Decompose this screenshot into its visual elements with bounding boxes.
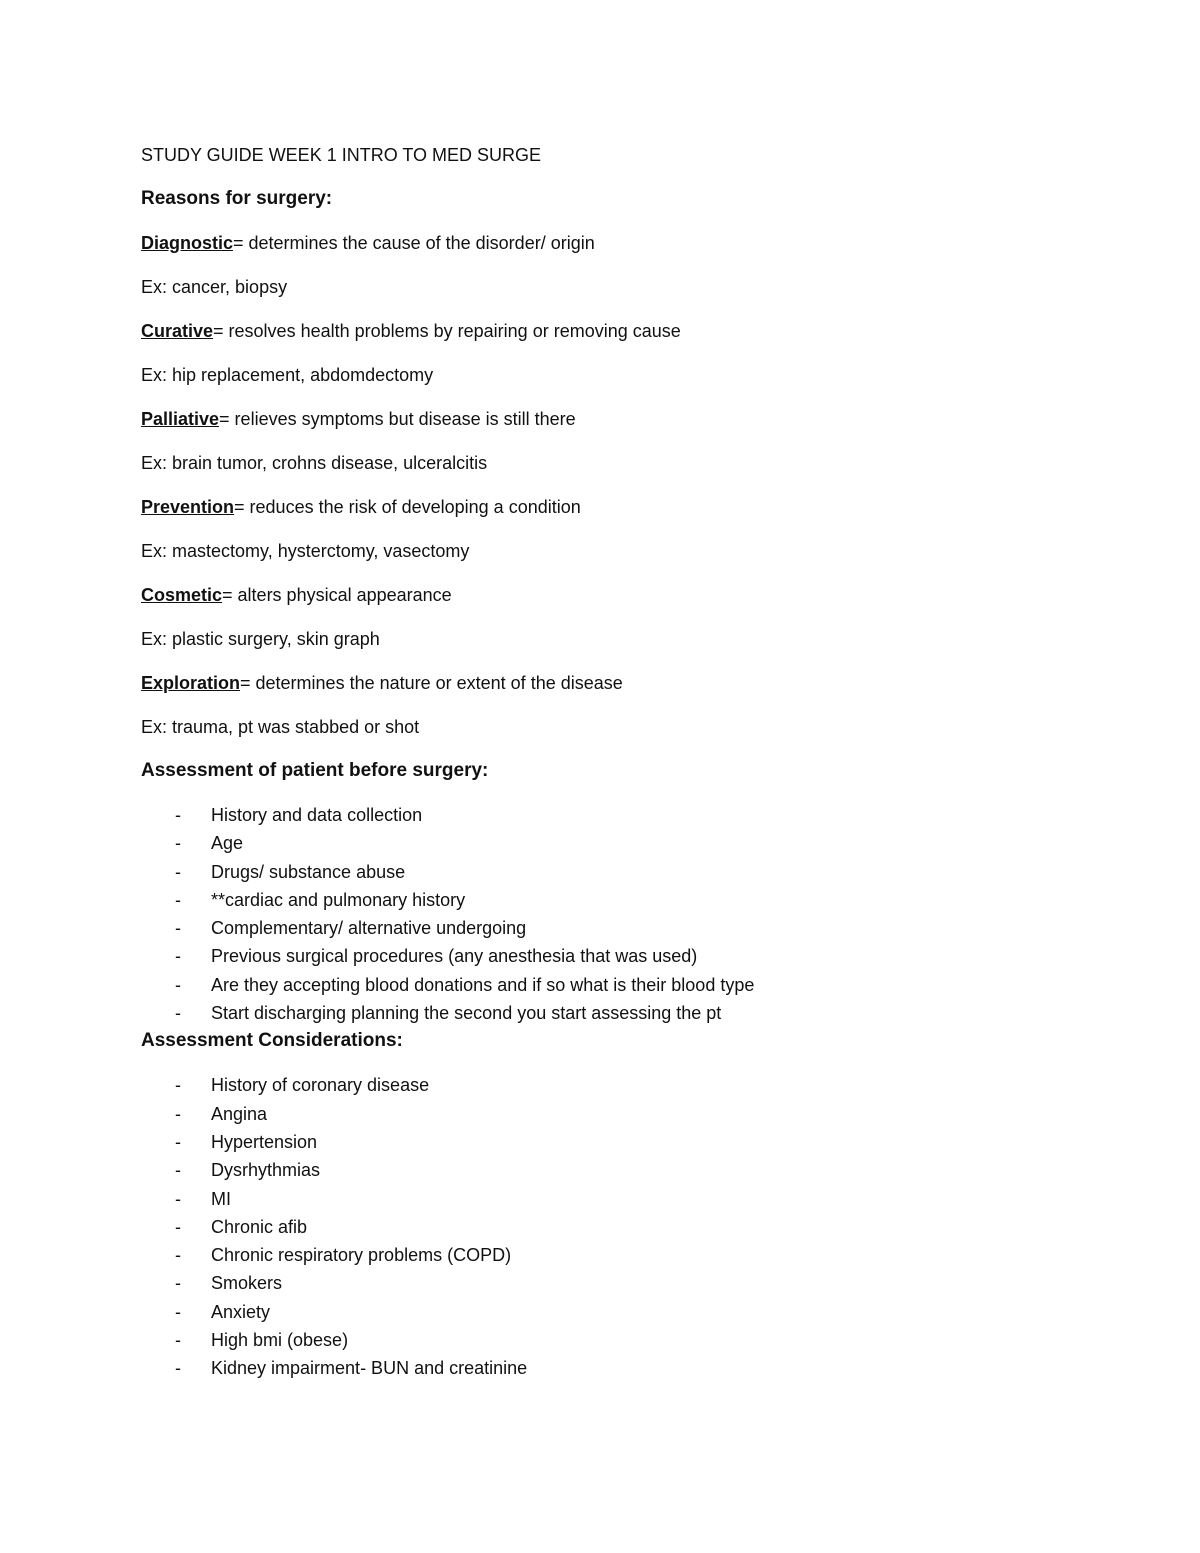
list-item: - High bmi (obese)	[175, 1330, 349, 1351]
bullet-dash: -	[175, 861, 181, 882]
reason-definition: = resolves health problems by repairing or removing cause	[213, 321, 681, 341]
reason-term: Exploration	[141, 673, 241, 693]
list-item: - Chronic respiratory problems (COPD)	[175, 1245, 512, 1266]
bullet-dash: -	[175, 1330, 181, 1351]
reason-curative	[141, 319, 1101, 343]
reason-cosmetic	[141, 583, 1101, 607]
list-item: - MI	[175, 1188, 231, 1209]
list-item: - History of coronary disease	[175, 1075, 430, 1096]
document-page	[141, 143, 1101, 1385]
list-item: - Dysrhythmias	[175, 1160, 321, 1181]
bullet-dash: -	[175, 889, 181, 910]
reason-definition: = reduces the risk of developing a condition	[234, 497, 581, 517]
reason-definition: = relieves symptoms but disease is still there	[219, 409, 576, 429]
bullet-dash: -	[175, 1188, 181, 1209]
list-item: - Previous surgical procedures (any anesthesia that was used)	[175, 946, 698, 967]
reason-term: Curative	[141, 321, 214, 341]
bullet-dash: -	[175, 1131, 181, 1152]
reason-example: Ex: mastectomy, hysterctomy, vasectomy	[141, 541, 470, 561]
bullet-dash: -	[175, 1003, 181, 1024]
reasons-heading: Reasons for surgery:	[141, 188, 333, 209]
list-item: - Age	[175, 833, 244, 854]
document-title: STUDY GUIDE WEEK 1 INTRO TO MED SURGE	[141, 145, 542, 165]
reason-example: Ex: trauma, pt was stabbed or shot	[141, 717, 420, 737]
reason-example: Ex: plastic surgery, skin graph	[141, 629, 380, 649]
list-item: - Are they accepting blood donations and if so what is their blood type	[175, 974, 755, 995]
list-item: - Chronic afib	[175, 1216, 308, 1237]
bullet-dash: -	[175, 918, 181, 939]
list-item: - Kidney impairment- BUN and creatinine	[175, 1358, 528, 1379]
list-item: - Complementary/ alternative undergoing	[175, 918, 527, 939]
assessment-list	[141, 803, 1101, 1029]
reason-example: Ex: hip replacement, abdomdectomy	[141, 365, 434, 385]
bullet-dash: -	[175, 946, 181, 967]
list-item: - Hypertension	[175, 1131, 318, 1152]
considerations-heading: Assessment Considerations:	[141, 1030, 403, 1052]
bullet-dash: -	[175, 1245, 181, 1266]
list-item: - Start discharging planning the second you start assessing the pt	[175, 1003, 722, 1024]
reason-diagnostic	[141, 231, 1101, 255]
considerations-list	[141, 1073, 1101, 1384]
reason-term: Palliative	[141, 409, 220, 429]
list-item: - **cardiac and pulmonary history	[175, 889, 466, 910]
reason-example: Ex: cancer, biopsy	[141, 277, 288, 297]
reason-term: Cosmetic	[141, 585, 223, 605]
reason-prevention	[141, 495, 1101, 519]
reason-term: Prevention	[141, 497, 235, 517]
reason-palliative	[141, 407, 1101, 431]
bullet-dash: -	[175, 974, 181, 995]
bullet-dash: -	[175, 1075, 181, 1096]
list-item: - Drugs/ substance abuse	[175, 861, 406, 882]
bullet-dash: -	[175, 1273, 181, 1294]
reason-example: Ex: brain tumor, crohns disease, ulceralcitis	[141, 453, 488, 473]
reason-definition: = determines the nature or extent of the disease	[240, 673, 623, 693]
list-item: - Angina	[175, 1103, 268, 1124]
reason-exploration	[141, 671, 1101, 695]
reason-definition: = determines the cause of the disorder/ origin	[233, 233, 595, 253]
bullet-dash: -	[175, 1358, 181, 1379]
list-item: - Anxiety	[175, 1301, 271, 1322]
bullet-dash: -	[175, 833, 181, 854]
bullet-dash: -	[175, 1216, 181, 1237]
assessment-heading: Assessment of patient before surgery:	[141, 760, 489, 781]
bullet-dash: -	[175, 805, 181, 825]
reason-term: Diagnostic	[141, 233, 234, 253]
bullet-dash: -	[175, 1301, 181, 1322]
list-item: - History and data collection	[175, 805, 423, 825]
bullet-dash: -	[175, 1160, 181, 1181]
list-item: - Smokers	[175, 1273, 283, 1294]
bullet-dash: -	[175, 1103, 181, 1124]
reason-definition: = alters physical appearance	[222, 585, 452, 605]
